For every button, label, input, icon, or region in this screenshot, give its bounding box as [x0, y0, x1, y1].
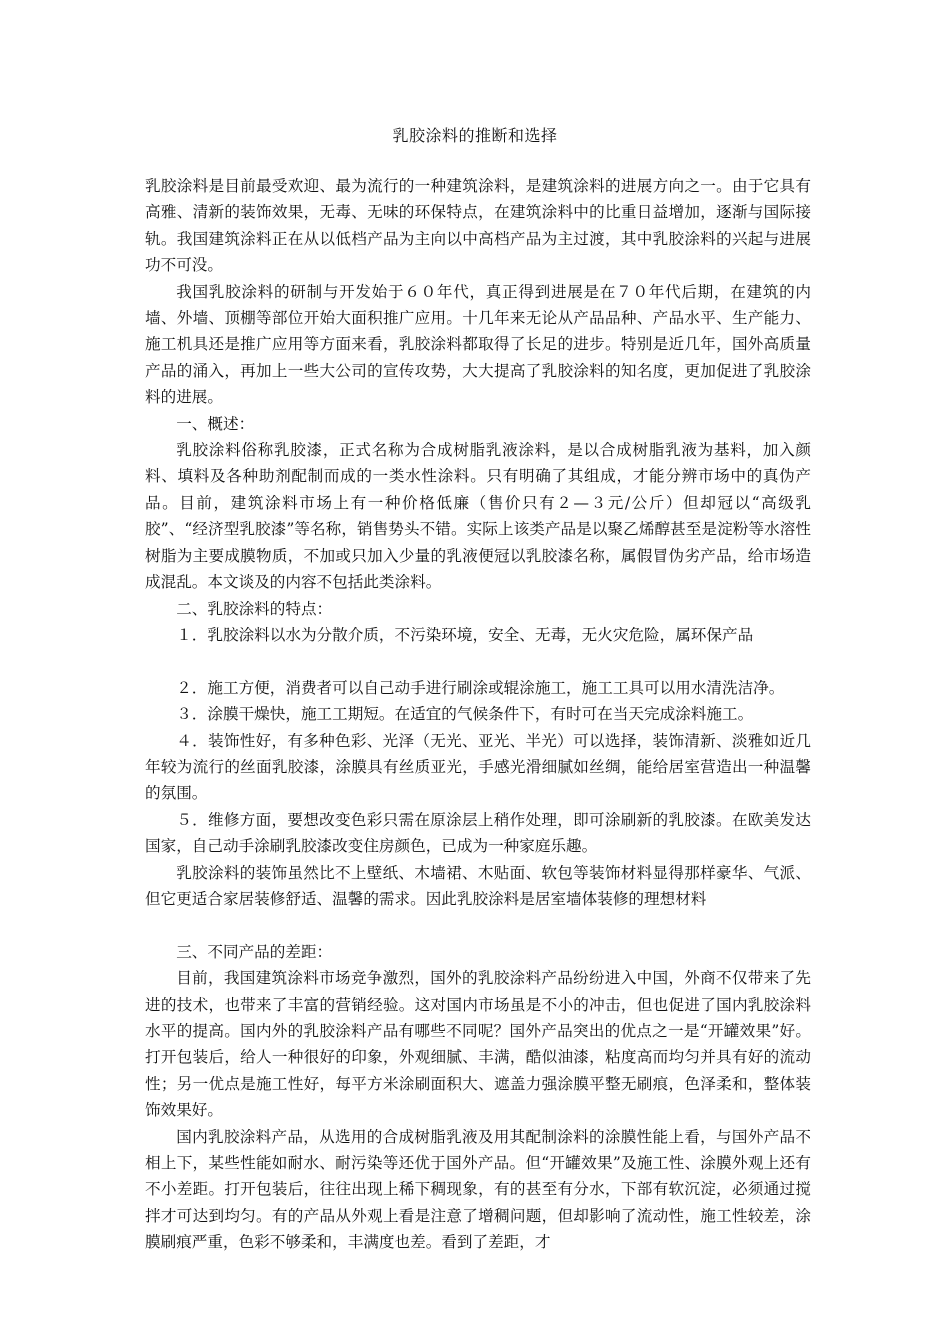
features-summary-paragraph: 乳胶涂料的装饰虽然比不上壁纸、木墙裙、木贴面、软包等装饰材料显得那样豪华、气派、但它更适合家居装修舒适、温馨的需求。因此乳胶涂料是居室墙体装修的理想材料	[145, 863, 811, 908]
overview-paragraph: 乳胶涂料俗称乳胶漆，正式名称为合成树脂乳液涂料，是以合成树脂乳液为基料，加入颜料、填料及各种助剂配制而成的一类水性涂料。只有明确了其组成，才能分辨市场中的真伪产品。目前，建筑涂料市场上有一种价格低廉（售价只有２—３元/公斤）但却冠以“高级乳胶”、“经济型乳胶漆”等名称，销售势头不错。实际上该类产品是以聚乙烯醇甚至是淀粉等水溶性树脂为主要成膜物质，不加或只加入少量的乳液便冠以乳胶漆名称，属假冒伪劣产品，给市场造成混乱。本文谈及的内容不包括此类涂料。	[145, 441, 811, 592]
document-title: 乳胶涂料的推断和选择	[392, 126, 558, 145]
differences-paragraph-foreign: 目前，我国建筑涂料市场竞争激烈，国外的乳胶涂料产品纷纷进入中国，外商不仅带来了先进的技术，也带来了丰富的营销经验。这对国内市场虽是不小的冲击，但也促进了国内乳胶涂料水平的提高。国内外的乳胶涂料产品有哪些不同呢？国外产品突出的优点之一是“开罐效果”好。打开包装后，给人一种很好的印象，外观细腻、丰满，酷似油漆，粘度高而均匀并具有好的流动性；另一优点是施工性好，每平方米涂刷面积大、遮盖力强涂膜平整无刷痕，色泽柔和，整体装饰效果好。	[145, 969, 811, 1120]
feature-item-5: ５．维修方面，要想改变色彩只需在原涂层上稍作处理，即可涂刷新的乳胶漆。在欧美发达国家，自己动手涂刷乳胶漆改变住房颜色，已成为一种家庭乐趣。	[145, 810, 811, 856]
document-body	[145, 173, 811, 1256]
section-heading-overview: 一、概述：	[176, 414, 255, 433]
history-paragraph: 我国乳胶涂料的研制与开发始于６０年代，真正得到进展是在７０年代后期，在建筑的内墙、外墙、顶棚等部位开始大面积推广应用。十几年来无论从产品品种、产品水平、生产能力、施工机具还是推广应用等方面来看，乳胶涂料都取得了长足的进步。特别是近几年，国外高质量产品的涌入，再加上一些大公司的宣传攻势，大大提高了乳胶涂料的知名度，更加促进了乳胶涂料的进展。	[145, 282, 811, 407]
intro-paragraph: 乳胶涂料是目前最受欢迎、最为流行的一种建筑涂料，是建筑涂料的进展方向之一。由于它具有高雅、清新的装饰效果，无毒、无味的环保特点，在建筑涂料中的比重日益增加，逐渐与国际接轨。我国建筑涂料正在从以低档产品为主向以中高档产品为主过渡，其中乳胶涂料的兴起与进展功不可没。	[145, 177, 811, 275]
section-heading-features: 二、乳胶涂料的特点：	[176, 599, 333, 618]
feature-item-2: ２．施工方便，消费者可以自己动手进行刷涂或辊涂施工，施工工具可以用水清洗洁净。	[176, 678, 785, 697]
differences-paragraph-domestic: 国内乳胶涂料产品，从选用的合成树脂乳液及用其配制涂料的涂膜性能上看，与国外产品不相上下，某些性能如耐水、耐污染等还优于国外产品。但“开罐效果”及施工性、涂膜外观上还有不小差距。打开包装后，往往出现上稀下稠现象，有的甚至有分水，下部有软沉淀，必须通过搅拌才可达到均匀。有的产品从外观上看是注意了增稠问题，但却影响了流动性，施工性较差，涂膜刷痕严重，色彩不够柔和，丰满度也差。看到了差距，才	[145, 1127, 811, 1252]
feature-item-3: ３．涂膜干燥快，施工工期短。在适宜的气候条件下，有时可在当天完成涂料施工。	[176, 705, 754, 724]
feature-item-1: １．乳胶涂料以水为分散介质，不污染环境，安全、无毒，无火灾危险，属环保产品	[176, 625, 754, 644]
feature-item-4: ４．装饰性好，有多种色彩、光泽（无光、亚光、半光）可以选择，装饰清新、淡雅如近几年较为流行的丝面乳胶漆，涂膜具有丝质亚光，手感光滑细腻如丝绸，能给居室营造出一种温馨的氛围。	[145, 731, 811, 803]
section-heading-differences: 三、不同产品的差距：	[176, 942, 333, 961]
